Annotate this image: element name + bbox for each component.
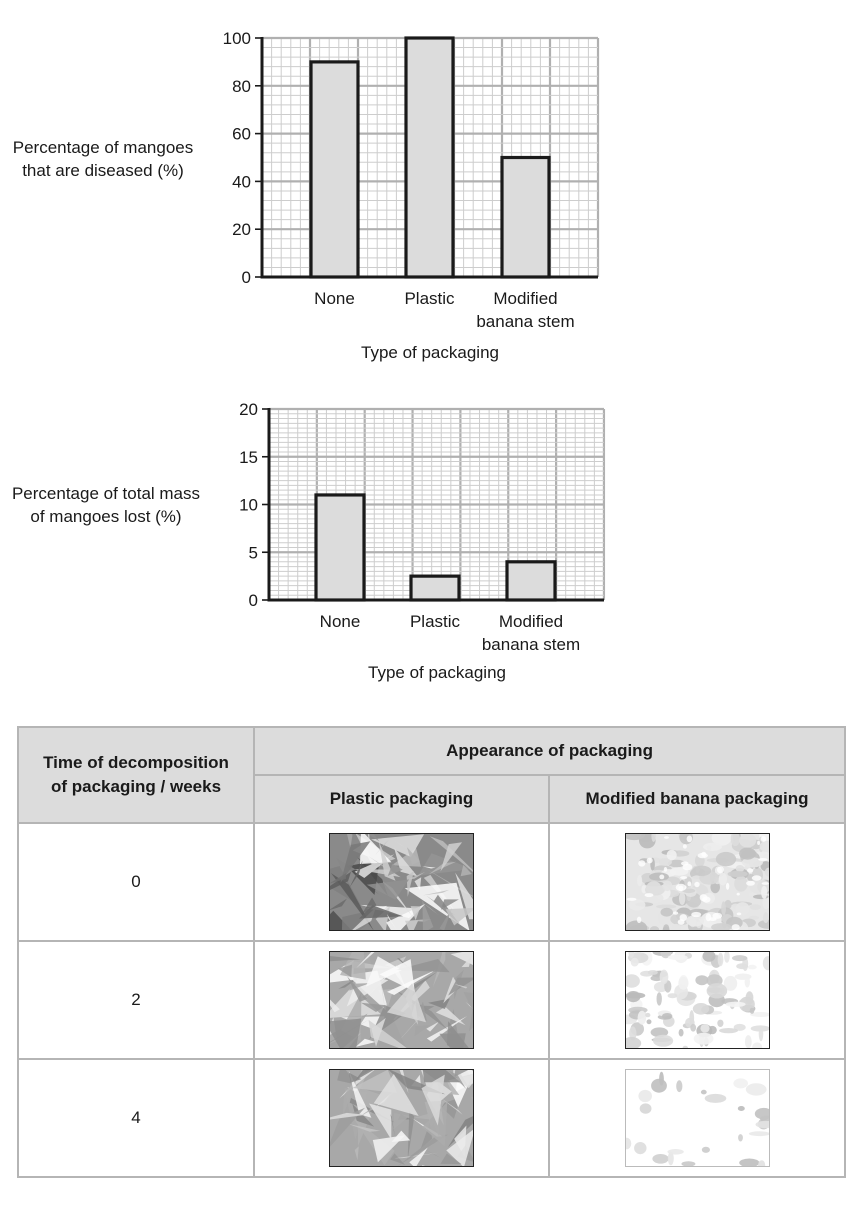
- chart-diseased-mangoes: [0, 0, 862, 370]
- banana-cell: [549, 941, 845, 1059]
- chart1-category-label: banana stem: [476, 312, 575, 331]
- banana-cell: [549, 823, 845, 941]
- chart1-ylabel-line1: Percentage of mangoes: [12, 138, 194, 157]
- table-row: [18, 823, 845, 941]
- header-time-line2: of packaging / weeks: [50, 777, 222, 796]
- crumpled-plastic-photo: [329, 951, 474, 1049]
- chart2-bar-none: [316, 495, 364, 600]
- chart2-ylabel-line2: of mangoes lost (%): [30, 507, 182, 526]
- chart2-category-label: banana stem: [481, 635, 581, 654]
- weeks-cell: 0: [18, 823, 254, 941]
- chart1-ytick-label: 80: [232, 76, 251, 96]
- chart2-ytick-label: 0: [248, 591, 258, 610]
- crumpled-plastic-photo: [329, 833, 474, 931]
- banana-cell: [549, 1059, 845, 1177]
- chart1-xlabel: Type of packaging: [361, 343, 499, 362]
- chart2-xlabel: Type of packaging: [368, 663, 506, 682]
- packaging-appearance-table: [17, 726, 846, 1178]
- chart2-ytick-label: 5: [248, 543, 258, 563]
- chart1-bar-none: [311, 62, 358, 277]
- table-row: [18, 941, 845, 1059]
- chart2-category-label: Plastic: [409, 612, 461, 631]
- crumpled-plastic-photo: [329, 1069, 474, 1167]
- header-time-line1: Time of decomposition: [43, 753, 229, 772]
- banana-packaging-photo-mostly-decomposed: [625, 1069, 770, 1167]
- weeks-cell: 2: [18, 941, 254, 1059]
- chart1-ytick-label: 100: [222, 29, 251, 48]
- header-time: [18, 727, 254, 823]
- chart2-ytick-label: 15: [239, 447, 258, 467]
- chart1-category-label: Modified: [493, 289, 558, 308]
- chart2-bar-plastic: [411, 576, 459, 600]
- chart1-ytick-label: 20: [232, 220, 251, 240]
- plastic-cell: [254, 823, 549, 941]
- chart1-bar-modified-banana-stem: [502, 158, 549, 278]
- table-row: [18, 1059, 845, 1177]
- chart2-ytick-label: 20: [239, 400, 258, 419]
- header-banana: Modified banana packaging: [549, 775, 845, 823]
- chart1-category-label: Plastic: [404, 289, 455, 308]
- chart1-ytick-label: 60: [232, 124, 251, 144]
- banana-packaging-photo-intact: [625, 833, 770, 931]
- chart1-bar-plastic: [406, 38, 453, 277]
- chart-mass-lost: [0, 380, 862, 700]
- chart2-category-label: None: [319, 612, 361, 631]
- chart1-category-label: None: [314, 289, 355, 308]
- header-plastic: Plastic packaging: [254, 775, 549, 823]
- chart2-bar-modified-banana-stem: [507, 562, 555, 600]
- chart1-ylabel-line2: that are diseased (%): [22, 161, 184, 180]
- plastic-cell: [254, 1059, 549, 1177]
- weeks-cell: 4: [18, 1059, 254, 1177]
- header-appearance: Appearance of packaging: [254, 727, 845, 775]
- chart1-ytick-label: 40: [232, 172, 251, 192]
- chart2-ylabel-line1: Percentage of total mass: [11, 484, 201, 503]
- plastic-cell: [254, 941, 549, 1059]
- banana-packaging-photo-partly-decomposed: [625, 951, 770, 1049]
- chart2-category-label: Modified: [498, 612, 564, 631]
- chart1-ytick-label: 0: [241, 268, 251, 287]
- chart2-ytick-label: 10: [239, 495, 258, 515]
